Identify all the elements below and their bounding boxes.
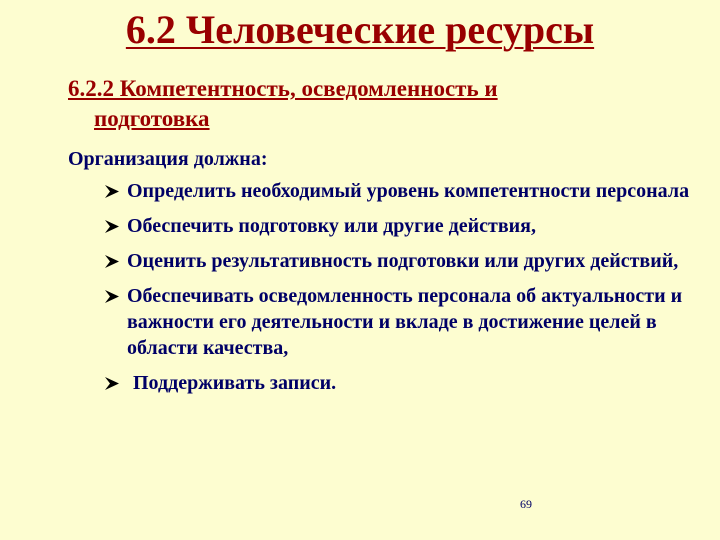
list-item — [104, 248, 704, 274]
arrow-bullet-icon — [104, 213, 124, 239]
list-item-text: Обеспечивать осведомленность персонала об актуальности и важности его деятельности и вкладе в достижение целей в области качества, — [127, 285, 683, 359]
requirements-list — [104, 178, 704, 405]
arrow-bullet-icon — [104, 283, 124, 309]
list-item-text: Поддерживать записи. — [133, 372, 337, 394]
section-heading-line-2: подготовка — [94, 106, 210, 131]
arrow-bullet-icon — [104, 370, 124, 396]
list-item — [104, 283, 704, 361]
page-number: 69 — [520, 497, 532, 511]
list-item — [104, 213, 704, 239]
slide-title: 6.2 Человеческие ресурсы — [125, 7, 595, 52]
arrow-bullet-icon — [104, 178, 124, 204]
list-item-text: Оценить результативность подготовки или других действий, — [127, 250, 679, 272]
intro-text: Организация должна: — [68, 148, 268, 170]
list-item — [104, 370, 704, 396]
list-item-text: Определить необходимый уровень компетентности персонала — [127, 180, 690, 202]
section-heading — [68, 74, 668, 134]
list-item — [104, 178, 704, 204]
section-heading-line-1: 6.2.2 Компетентность, осведомленность и — [68, 76, 498, 101]
arrow-bullet-icon — [104, 248, 124, 274]
list-item-text: Обеспечить подготовку или другие действия, — [127, 215, 536, 237]
